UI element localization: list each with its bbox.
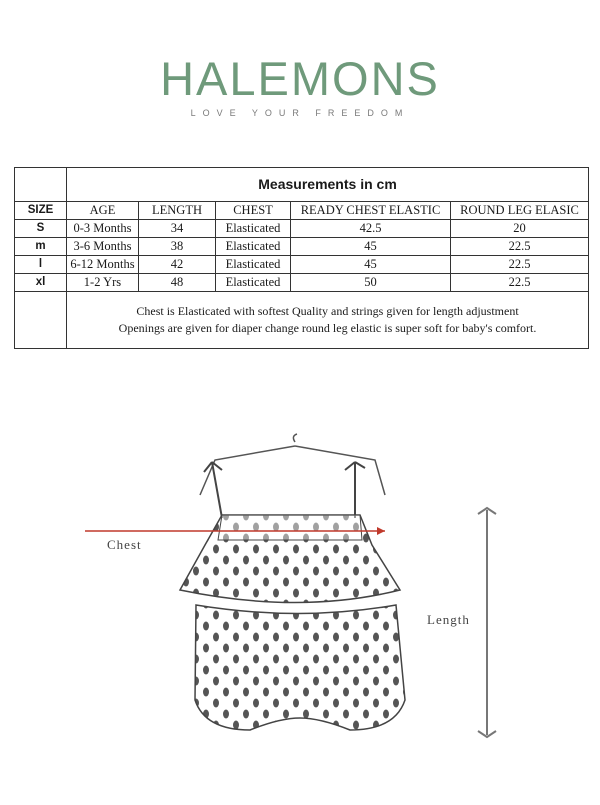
column-header: ROUND LEG ELASIC: [451, 202, 589, 220]
table-cell: 22.5: [451, 274, 589, 292]
table-note: [67, 292, 589, 349]
table-cell: Elasticated: [216, 274, 291, 292]
table-cell: 42.5: [291, 220, 451, 238]
column-header: READY CHEST ELASTIC: [291, 202, 451, 220]
table-row: [15, 256, 589, 274]
chest-label: Chest: [107, 537, 142, 552]
table-cell: Elasticated: [216, 220, 291, 238]
table-title: Measurements in cm: [67, 168, 589, 202]
table-cell: 45: [291, 238, 451, 256]
table-cell: 38: [139, 238, 216, 256]
column-header: CHEST: [216, 202, 291, 220]
garment-diagram: [0, 400, 600, 800]
table-cell: xl: [15, 274, 67, 292]
table-row: [15, 238, 589, 256]
size-chart-table: [14, 167, 589, 349]
table-cell: Elasticated: [216, 256, 291, 274]
table-cell: 6-12 Months: [67, 256, 139, 274]
brand-logo: [0, 52, 600, 118]
bloomer-icon: [195, 605, 405, 730]
note-line-1: Chest is Elasticated with softest Quality and strings given for length adjustment: [136, 304, 519, 318]
table-cell: 3-6 Months: [67, 238, 139, 256]
table-cell: 50: [291, 274, 451, 292]
note-line-2: Openings are given for diaper change round leg elastic is super soft for baby's comfort.: [118, 321, 537, 335]
length-label: Length: [427, 612, 470, 627]
brand-tagline: LOVE YOUR FREEDOM: [190, 108, 410, 118]
length-arrow-icon: [478, 508, 496, 737]
table-cell: m: [15, 238, 67, 256]
straps-icon: [204, 462, 365, 518]
table-corner-cell: [15, 168, 67, 202]
table-row: [15, 220, 589, 238]
romper-illustration: [0, 400, 600, 800]
table-cell: Elasticated: [216, 238, 291, 256]
table-note-corner: [15, 292, 67, 349]
table-cell: S: [15, 220, 67, 238]
table-cell: 0-3 Months: [67, 220, 139, 238]
table-cell: 48: [139, 274, 216, 292]
table-cell: 42: [139, 256, 216, 274]
table-cell: l: [15, 256, 67, 274]
brand-name: HALEMONS: [160, 52, 440, 105]
table-row: [15, 274, 589, 292]
table-cell: 1-2 Yrs: [67, 274, 139, 292]
table-cell: 34: [139, 220, 216, 238]
table-cell: 22.5: [451, 256, 589, 274]
table-header-row: [15, 202, 589, 220]
table-cell: 22.5: [451, 238, 589, 256]
table-cell: 45: [291, 256, 451, 274]
column-header: AGE: [67, 202, 139, 220]
column-header: LENGTH: [139, 202, 216, 220]
table-cell: 20: [451, 220, 589, 238]
column-header: SIZE: [15, 202, 67, 220]
